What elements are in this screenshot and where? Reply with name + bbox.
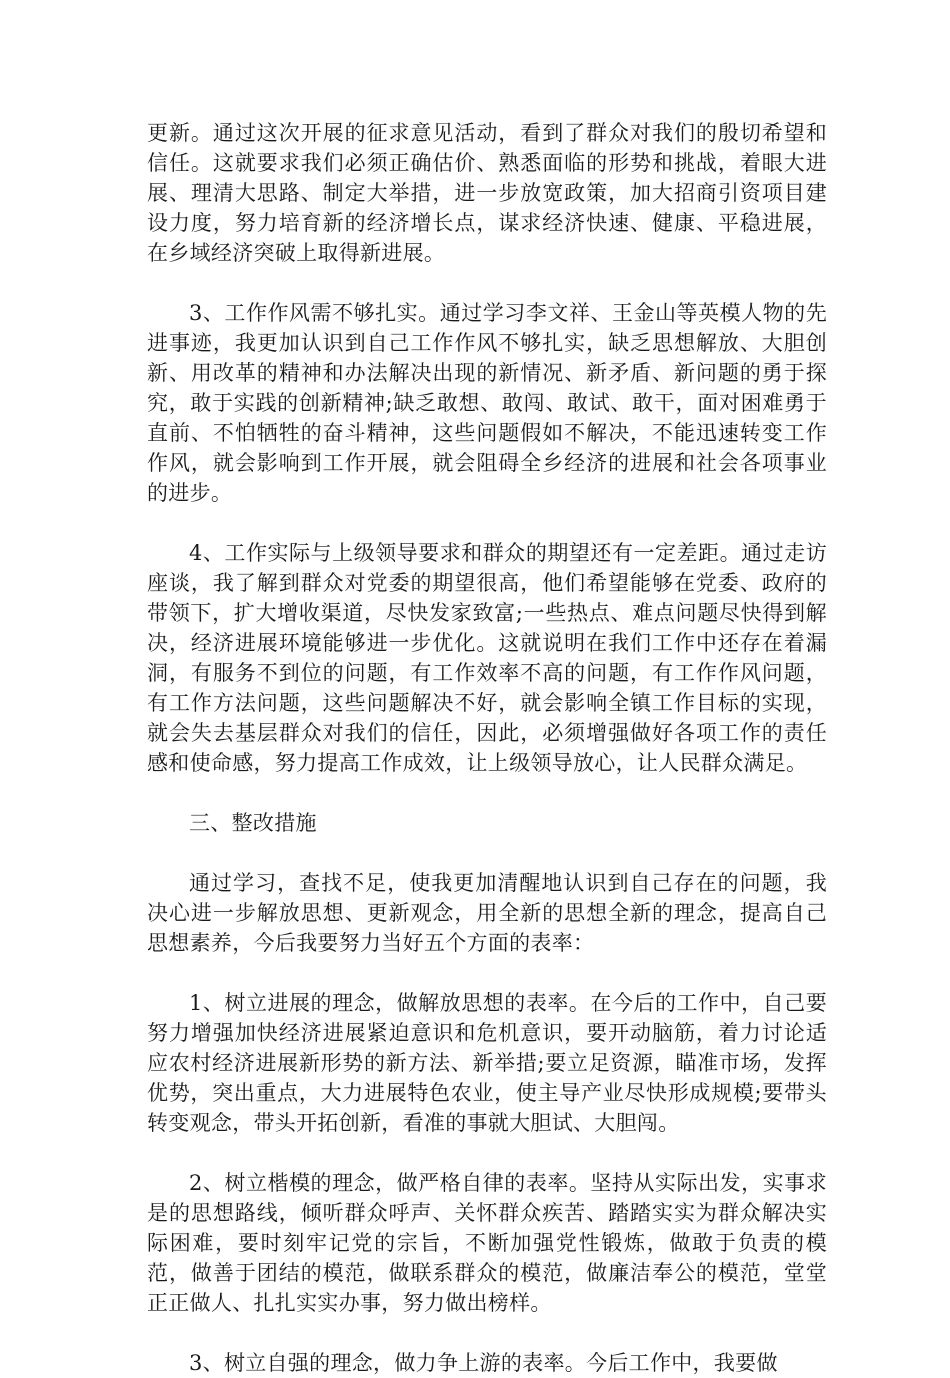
paragraph-item-3-work-style: 3、工作作风需不够扎实。通过学习李文祥、王金山等英模人物的先进事迹，我更加认识到自己工作作风不够扎实，缺乏思想解放、大胆创新、用改革的精神和办法解决出现的新情况、新矛盾、新问题的勇于探究，敢于实践的创新精神;缺乏敢想、敢闯、敢试、敢干，面对困难勇于直前、不怕牺牲的奋斗精神，这些问题假如不解决，不能迅速转变工作作风，就会影响到工作开展，就会阻碍全乡经济的进展和社会各项事业的进步。 [147, 301, 827, 505]
paragraph-item-4-gap: 4、工作实际与上级领导要求和群众的期望还有一定差距。通过走访座谈，我了解到群众对党委的期望很高，他们希望能够在党委、政府的带领下，扩大增收渠道，尽快发家致富;一些热点、难点问题尽快得到解决，经济进展环境能够进一步优化。这就说明在我们工作中还存在着漏洞，有服务不到位的问题，有工作效率不高的问题，有工作作风问题，有工作方法问题，这些问题解决不好，就会影响全镇工作目标的实现，就会失去基层群众对我们的信任，因此，必须增强做好各项工作的责任感和使命感，努力提高工作成效，让上级领导放心，让人民群众满足。 [147, 541, 827, 775]
section-heading-measures: 三、整改措施 [189, 811, 317, 835]
paragraph-measure-3: 3、树立自强的理念，做力争上游的表率。今后工作中，我要做 [189, 1351, 778, 1375]
paragraph-measures-intro: 通过学习，查找不足，使我更加清醒地认识到自己存在的问题，我决心进一步解放思想、更新观念，用全新的思想全新的理念，提高自己思想素养，今后我要努力当好五个方面的表率： [147, 871, 827, 955]
paragraph-measure-1: 1、树立进展的理念，做解放思想的表率。在今后的工作中，自己要努力增强加快经济进展紧迫意识和危机意识，要开动脑筋，着力讨论适应农村经济进展新形势的新方法、新举措;要立足资源，瞄准市场，发挥优势，突出重点，大力进展特色农业，使主导产业尽快形成规模;要带头转变观念，带头开拓创新，看准的事就大胆试、大胆闯。 [147, 991, 827, 1135]
document-page [147, 118, 827, 1378]
paragraph-intro-continuation: 更新。通过这次开展的征求意见活动，看到了群众对我们的殷切希望和信任。这就要求我们必须正确估价、熟悉面临的形势和挑战，着眼大进展、理清大思路、制定大举措，进一步放宽政策，加大招商引资项目建设力度，努力培育新的经济增长点，谋求经济快速、健康、平稳进展，在乡域经济突破上取得新进展。 [147, 121, 827, 265]
paragraph-measure-2: 2、树立楷模的理念，做严格自律的表率。坚持从实际出发，实事求是的思想路线，倾听群众呼声、关怀群众疾苦、踏踏实实为群众解决实际困难，要时刻牢记党的宗旨，不断加强党性锻炼，做敢于负责的模范，做善于团结的模范，做联系群众的模范，做廉洁奉公的模范，堂堂正正做人、扎扎实实办事，努力做出榜样。 [147, 1171, 827, 1315]
